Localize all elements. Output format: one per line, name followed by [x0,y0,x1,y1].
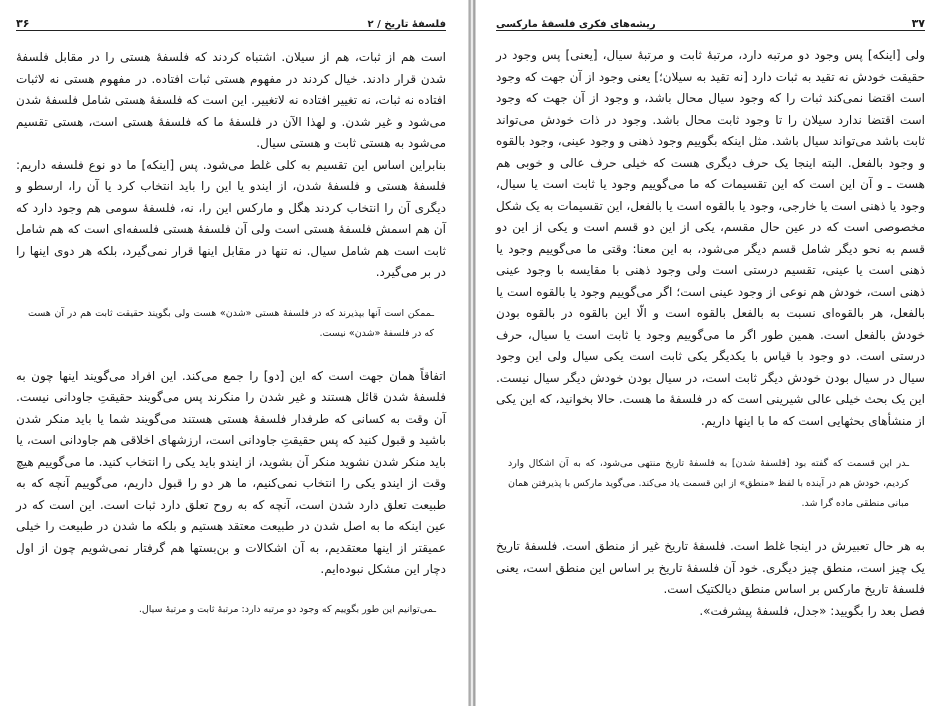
left-paragraph-3: اتفاقاً همان جهت است که این [دو] را جمع می‌کند. این افراد می‌گویند اینها چون به فلسفهٔ شدن قائل هستند و غیر شدن را منکرند پس می‌گویند حقیقتِ جاودانی نیست. آن وقت به کسانی که طرفدار فلسفهٔ هستی هستند می‌گویند شما یا باید منکر شدن باشید و قبول کنید که پس حقیقتِ جاودانی است، ارزشهای اخلاقی هم جاودانی است، یا باید منکر شدن نشوید منکر آن بشوید، از ایندو باید یکی را انتخاب کنید. ما می‌گوییم هیچ وقت از ایندو یکی را انتخاب نمی‌کنیم، ما هر دو را قبول داریم، می‌گوییم آنچه که به طبیعت تعلق دارد شدن است، آنچه که به روح تعلق دارد ثبات است. این است که در عین اینکه ما به اصل شدن در طبیعت معتقد هستیم و بلکه ما شدن در طبیعت را خیلی عمیقتر از اینها معتقدیم، به آن اشکالات و بن‌بستها هم گرفتار نمی‌شویم چون از اول دچار این مشکل نبوده‌ایم. [16,368,446,576]
right-quoted-question: ـدر این قسمت که گفته بود [فلسفهٔ شدن] به فلسفهٔ تاریخ منتهی می‌شود، که به آن اشکال وارد کردیم، خودش هم در آینده با لفظ «منطق» از این قسمت یاد می‌کند. می‌گوید مارکس با پذیرفتن همان مبانی منطقی ماده گرا شد. [508,458,909,509]
left-paragraph-2: بنابراین اساس این تقسیم به کلی غلط می‌شود. پس [اینکه] ما دو نوع فلسفه داریم: فلسفهٔ هستی و فلسفهٔ شدن، از ایندو یا این را باید انتخاب کرد یا آن را، ارسطو و دیگری آن را انتخاب کردند هگل و مارکس این را، نه، فلسفهٔ سومی هم وجود دارد که آن هم اسمش فلسفهٔ هستی است ولی آن فلسفهٔ هستی فلسفه‌ای است که هم شامل ثابت است هم شامل سیال. نه تنها در مقابل اینها قرار نمی‌گیرد، بلکه هر دوی اینها را در بر می‌گیرد. [16,157,446,279]
book-gutter [468,0,476,706]
left-page-header [16,10,446,31]
right-page-header [496,10,925,31]
left-main-text-2 [16,366,446,581]
right-main-text [496,45,925,432]
right-main-text-2 [496,536,925,622]
right-paragraph-2: به هر حال تعبیرش در اینجا غلط است. فلسفهٔ تاریخ غیر از منطق است. فلسفهٔ تاریخ یک چیز است، منطق چیز دیگری. خود آن فلسفهٔ تاریخ بر اساس این منطق است، یعنی فلسفهٔ تاریخ مارکس بر اساس منطق دیالکتیک است. [496,539,925,596]
left-main-text [16,47,446,284]
right-running-title: ریشه‌های فکری فلسفهٔ مارکسی [496,19,656,30]
left-page-number: ۳۶ [16,17,30,30]
left-quoted-question: ـممکن است آنها بپذیرند که در فلسفهٔ هستی «شدن» هست ولی بگویند حقیقت ثابت هم در آن هست که در فلسفهٔ «شدن» نیست. [28,307,434,339]
right-paragraph-1: ولی [اینکه] پس وجود دو مرتبه دارد، مرتبهٔ ثابت و مرتبهٔ سیال، [یعنی] پس وجود در حقیقت خودش نه تقید به ثبات دارد [نه تقید به سیلان؛] یعنی وجود از آن جهت که وجود است اقتضا نمی‌کند ثبات را که وجود سیال محال باشد، و وجود از آن جهت که وجود است اقتضا ندارد سیلان را تا وجود ثابت محال باشد. وجود در ذات خودش می‌تواند ثابت باشد می‌تواند سیال باشد. مثل اینکه بگوییم وجود ذهنی و وجود عینی، وجود بالقوه و وجود بالفعل. البته اینجا یک حرف دیگری هست که خیلی حرف عالی و خوبی هم هست ـ و آن این است که این تقسیمات که ما می‌گوییم وجود یا ثابت است یا سیال، وجود یا ذهنی است یا خارجی، وجود یا بالقوه است یا بالفعل، این تقسیمات به یک شکل مخصوصی است که در عین حال مقسم، یکی از این دو قسم است و یکی از این دو قسم به نحو دیگر شامل قسم دیگر می‌شود، به این معنا: وقتی ما می‌گوییم وجود یا ذهنی است یا عینی، تقسیم درستی است ولی وجود ذهنی با مقایسه با وجود عینی ذهنی است، خودش هم نوعی از وجود عینی است؛ اگر می‌گوییم وجود یا بالقوه است یا بالفعل، هر بالقوه‌ای نسبت به بالفعل بالقوه است و الّا این بالقوه در بالقوه بودن خودش بالفعل است. همین طور اگر ما می‌گوییم وجود یا ثابت است یا سیال، حرف درستی است. دو وجود با قیاس با یکدیگر یکی ثابت است یکی سیال ولی این وجود سیال در سیال بودن خودش دیگر ثابت است، در سیال بودن خودش دیگر سیال نیست. این یک بحث خیلی عالی شیرینی است که در فلسفهٔ ما هست. حالا بخوانید، که این یکی از منشأهای بحثهایی است که ما با اینها داریم. [496,48,925,428]
left-page [0,0,468,706]
left-running-title: فلسفهٔ تاریخ / ۲ [367,19,446,30]
left-closing-question: ـمی‌توانیم این طور بگوییم که وجود دو مرتبه دارد: مرتبهٔ ثابت و مرتبهٔ سیال. [138,603,436,615]
right-paragraph-3: فصل بعد را بگویید: «جدل، فلسفهٔ پیشرفت». [699,603,925,618]
right-page-number: ۳۷ [911,17,925,30]
right-page [476,0,945,706]
left-paragraph-1: است هم از ثبات، هم از سیلان. اشتباه کردند که فلسفهٔ هستی را در مقابل فلسفهٔ شدن قرار دادند. خیال کردند در مفهوم هستی ثبات افتاده. در مفهوم هستی نه لاثبات افتاده نه ثبات، نه تغییر افتاده نه لاتغییر. این است که فلسفهٔ هستی شامل فلسفهٔ شدن می‌شود و غیر شدن. و لهذا الآن در فلسفهٔ ما که فلسفهٔ هستی است، هستی تقسیم می‌شود به هستی ثابت و هستی سیال. [16,50,446,150]
